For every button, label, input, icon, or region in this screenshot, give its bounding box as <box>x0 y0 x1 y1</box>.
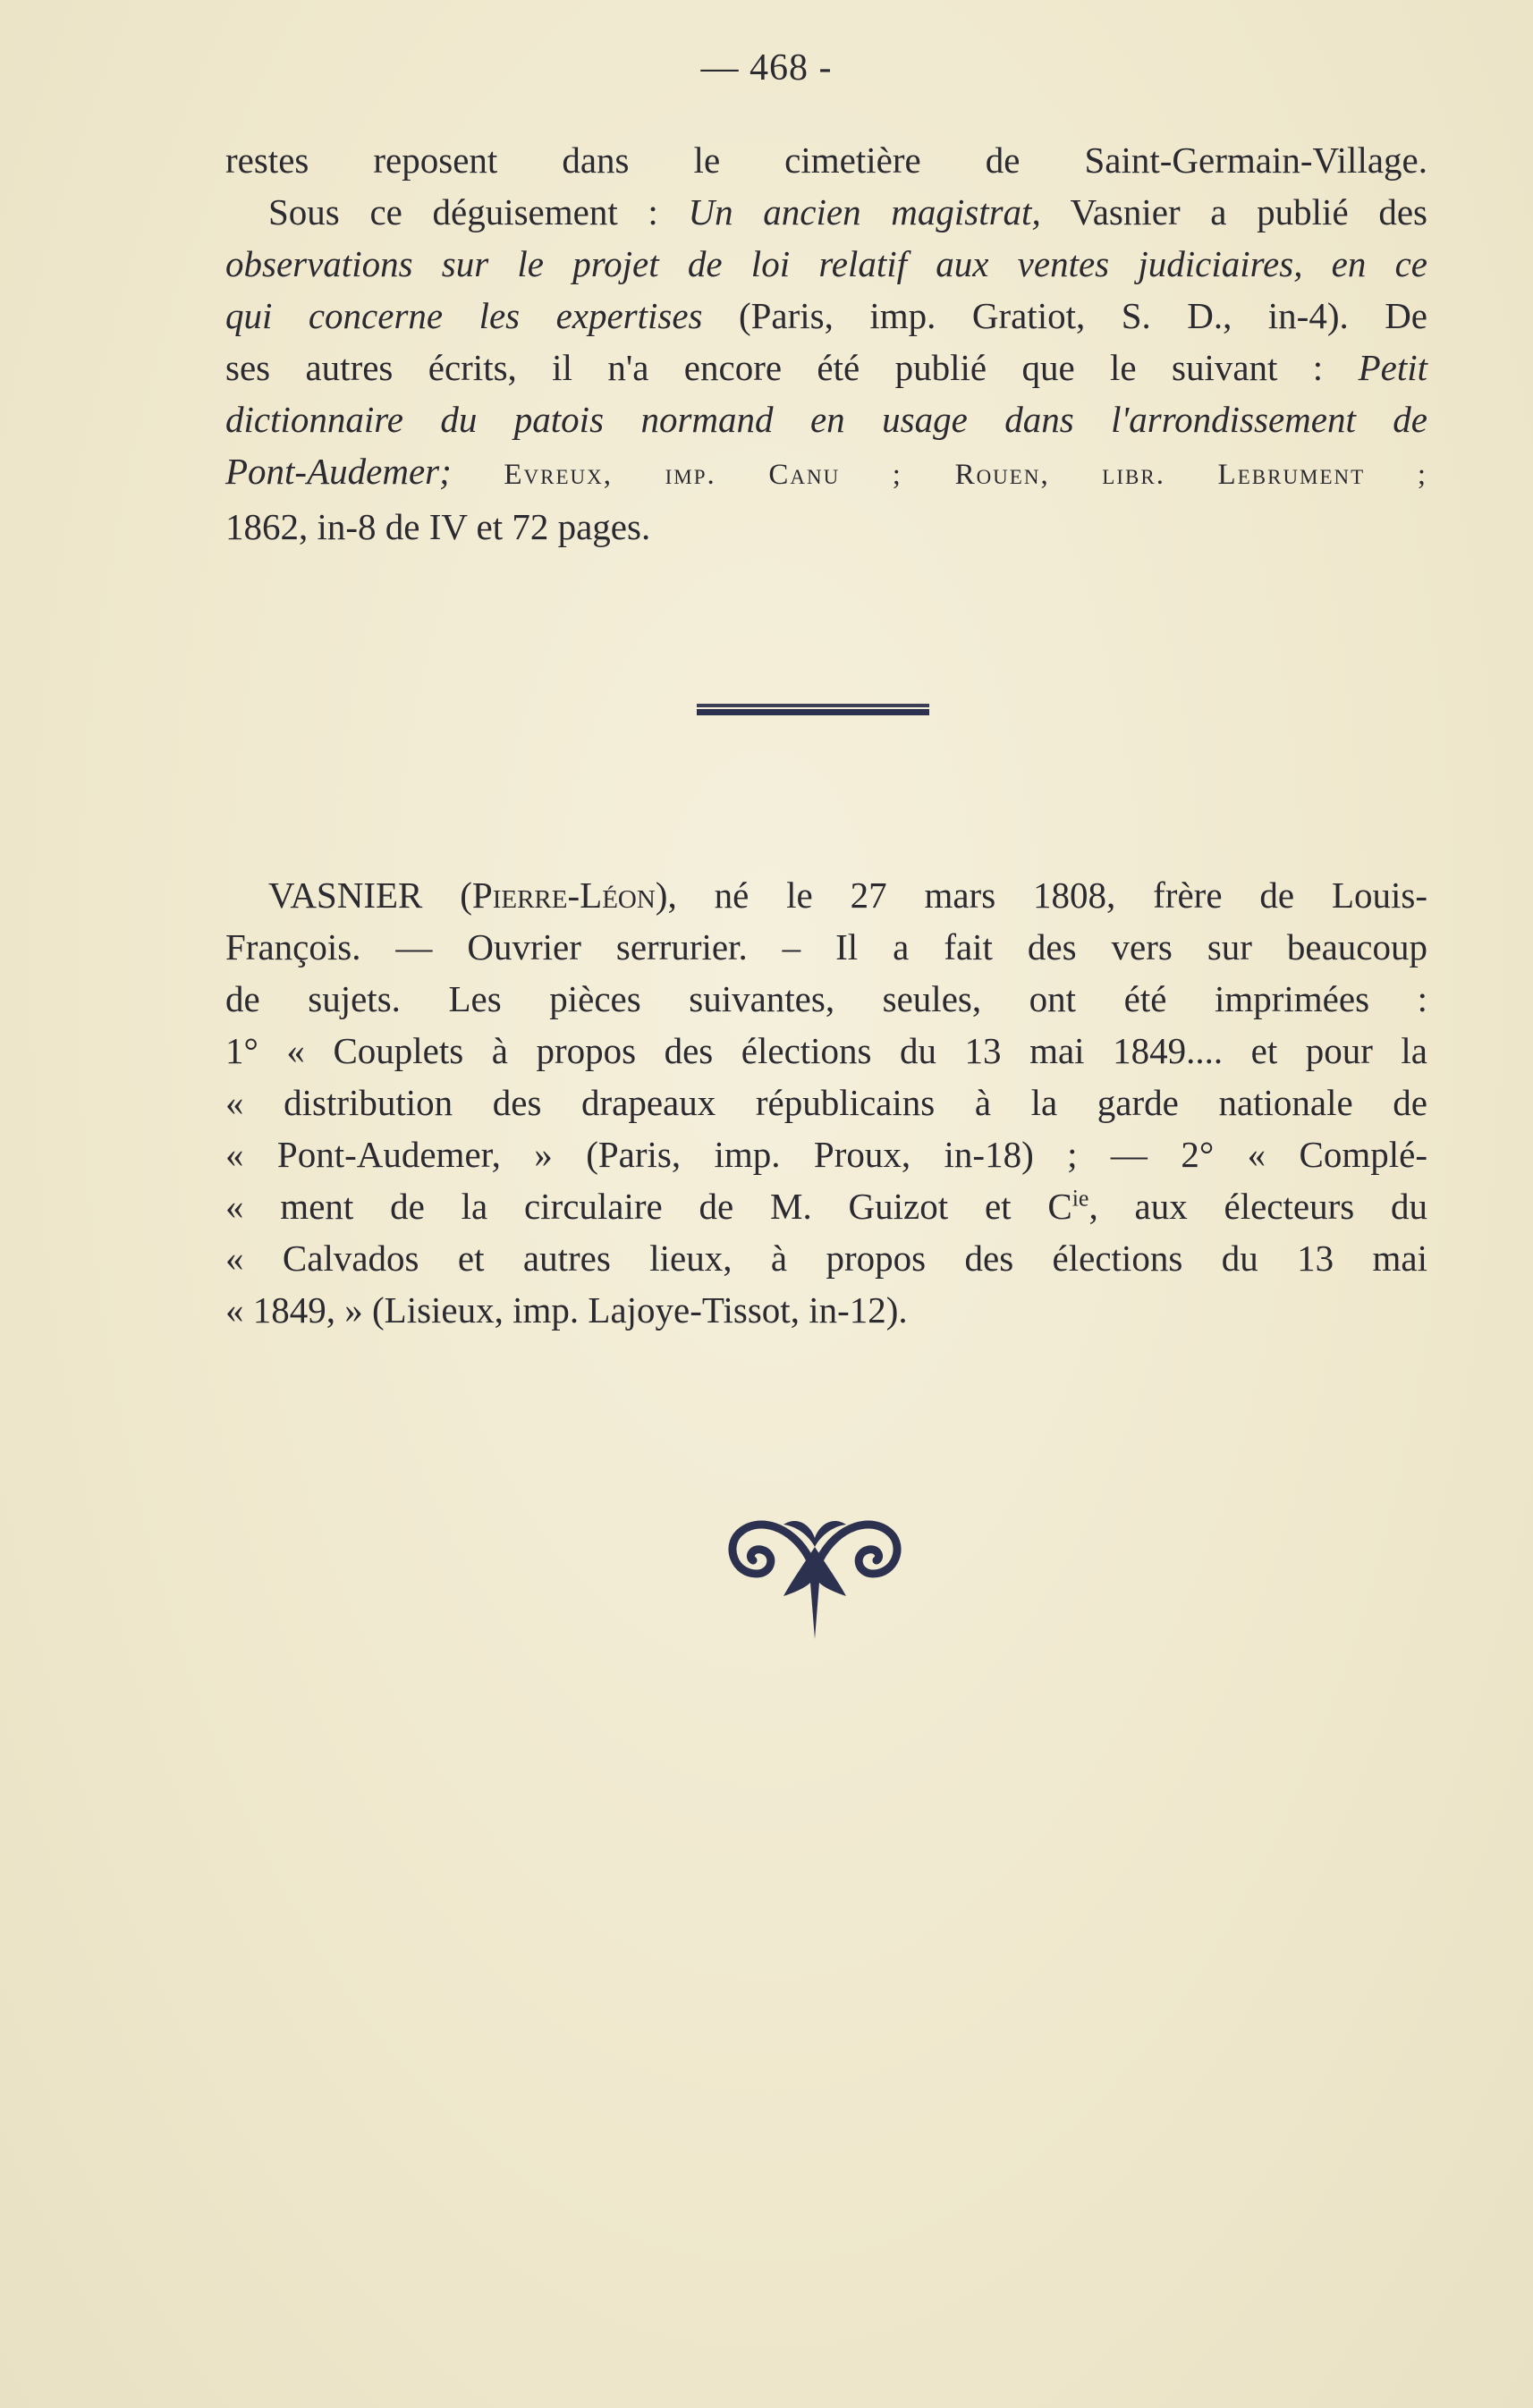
text-line: de sujets. Les pièces suivantes, seules, ont été imprimées : <box>225 978 1427 1019</box>
text-line: 1° « Couplets à propos des élections du 13 mai 1849.... et pour la <box>225 1030 1427 1071</box>
text-line: 1862, in-8 de IV et 72 pages. <box>225 506 651 547</box>
entry-name: VASNIER <box>268 874 423 916</box>
continuation-text <box>225 134 1427 553</box>
text-line: qui concerne les expertises (Paris, imp. Gratiot, S. D., in-4). De <box>225 295 1427 336</box>
entry-vasnier-pierre-leon <box>225 869 1427 1336</box>
entry-given-name: (Pierre-Léon), <box>460 874 677 916</box>
text-line: « 1849, » (Lisieux, imp. Lajoye-Tissot, in-12). <box>225 1289 908 1331</box>
text-line: « Calvados et autres lieux, à propos des élections du 13 mai <box>225 1238 1427 1279</box>
text-line: « ment de la circulaire de M. Guizot et $C^{ie}$, aux électeurs du <box>225 1185 1427 1227</box>
text-line: dictionnaire du patois normand en usage dans l'arrondissement de <box>225 399 1427 440</box>
text-line: « Pont-Audemer, » (Paris, imp. Proux, in-18) ; — 2° « Complé- <box>225 1134 1427 1175</box>
text-line: « distribution des drapeaux républicains à la garde nationale de <box>225 1082 1427 1123</box>
text-line: ses autres écrits, il n'a encore été publié que le suivant : Petit <box>225 347 1427 388</box>
text-line: restes reposent dans le cimetière de Saint-Germain-Village. <box>225 139 1427 181</box>
text-line: VASNIER (Pierre-Léon), né le 27 mars 1808, frère de Louis- <box>268 874 1427 916</box>
text-line: Pont-Audemer; Evreux, imp. Canu ; Rouen, libr. Lebrument ; <box>225 451 1427 492</box>
text-line: Sous ce déguisement : Un ancien magistrat, Vasnier a publié des <box>268 191 1427 232</box>
fleuron-ornament-icon <box>721 1498 909 1641</box>
text-line: François. — Ouvrier serrurier. – Il a fait des vers sur beaucoup <box>225 926 1427 967</box>
page-number: — 468 - <box>700 47 833 89</box>
double-rule-divider <box>697 704 929 716</box>
text-line: observations sur le projet de loi relatif aux ventes judiciaires, en ce <box>225 243 1427 284</box>
